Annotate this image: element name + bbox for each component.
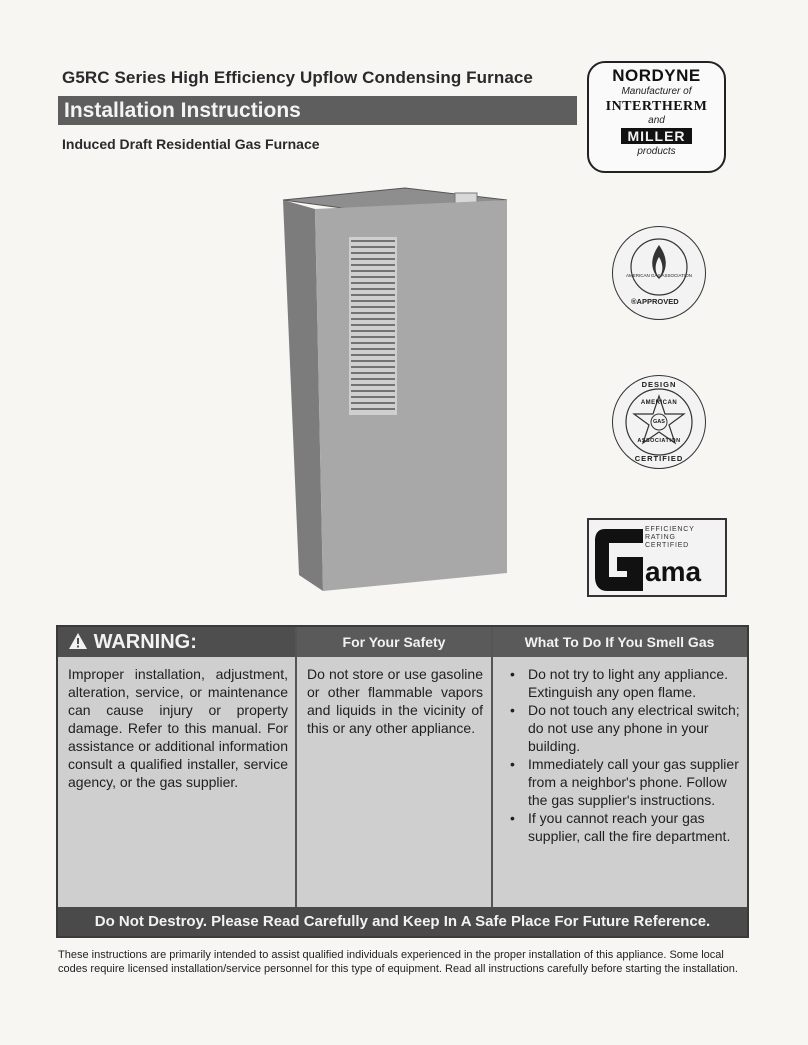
gama-certified-label: CERTIFIED <box>645 542 690 549</box>
document-subtitle: Induced Draft Residential Gas Furnace <box>62 136 320 152</box>
for-your-safety-text: Do not store or use gasoline or other flammable vapors and liquids in the vicinity of this or any other appliance. <box>307 666 483 736</box>
and-label: and <box>648 115 665 126</box>
manufacturer-logo-box <box>587 61 726 173</box>
for-your-safety-header: For Your Safety <box>296 627 492 657</box>
intertherm-logo: INTERTHERM <box>605 99 708 114</box>
gama-rating-label: RATING <box>645 534 676 541</box>
gama-efficiency-label: EFFICIENCY <box>645 526 695 533</box>
design-bottom-text: CERTIFIED <box>634 454 684 463</box>
design-inner-text: AMERICAN <box>640 400 678 406</box>
gama-brand-text: ama <box>645 556 702 587</box>
smell-gas-item-2: • Do not touch any electrical switch; do not use any phone in your building. <box>510 702 740 754</box>
smell-gas-item-1: • Do not try to light any appliance. Extinguish any open flame. <box>510 666 729 700</box>
aga-approved-label: APPROVED <box>636 297 679 306</box>
do-not-destroy-bar: Do Not Destroy. Please Read Carefully and Keep In A Safe Place For Future Reference. <box>58 907 747 936</box>
design-gas-text: GAS <box>653 419 665 425</box>
document-title: G5RC Series High Efficiency Upflow Condensing Furnace <box>62 68 533 87</box>
products-label: products <box>637 146 676 157</box>
warning-triangle-icon <box>68 632 88 650</box>
safety-warning-table <box>56 625 749 938</box>
design-top-text: DESIGN <box>641 380 677 389</box>
warning-header <box>58 627 296 657</box>
smell-gas-item-3: • Immediately call your gas supplier from a neighbor's phone. Follow the gas supplier's instructions. <box>510 756 739 808</box>
smell-gas-header: What To Do If You Smell Gas <box>492 627 747 657</box>
aga-top-text: AMERICAN GAS ASSOCIATION <box>626 273 692 278</box>
furnace-vent-louvers <box>349 237 397 415</box>
warning-label: WARNING: <box>93 631 197 653</box>
design-certified-seal <box>612 375 706 469</box>
aga-approved-seal: AMERICAN GAS ASSOCIATION ®APPROVED <box>612 226 706 320</box>
warning-body-text: Improper installation, adjustment, alteration, service, or maintenance can cause injury or property damage. Refer to this manual. For assistance or additional information consult a qualified installer, service agency, or the gas supplier. <box>68 666 288 790</box>
gama-certification-logo <box>587 518 727 597</box>
installation-banner: Installation Instructions <box>58 96 577 125</box>
smell-gas-item-4: • If you cannot reach your gas supplier, call the fire department. <box>510 810 731 844</box>
design-association-text: ASSOCIATION <box>637 438 681 444</box>
smell-gas-list <box>506 665 741 915</box>
disclaimer-text: These instructions are primarily intended to assist qualified individuals experienced in the proper installation of this appliance. Some local codes require licensed installation/service personnel for this type of equipment. Read all instructions carefully before starting the installation. <box>58 949 738 975</box>
furnace-illustration <box>275 183 515 595</box>
nordyne-logo: NORDYNE <box>612 66 701 85</box>
manufacturer-of-label: Manufacturer of <box>621 86 692 97</box>
miller-logo: MILLER <box>621 128 691 144</box>
